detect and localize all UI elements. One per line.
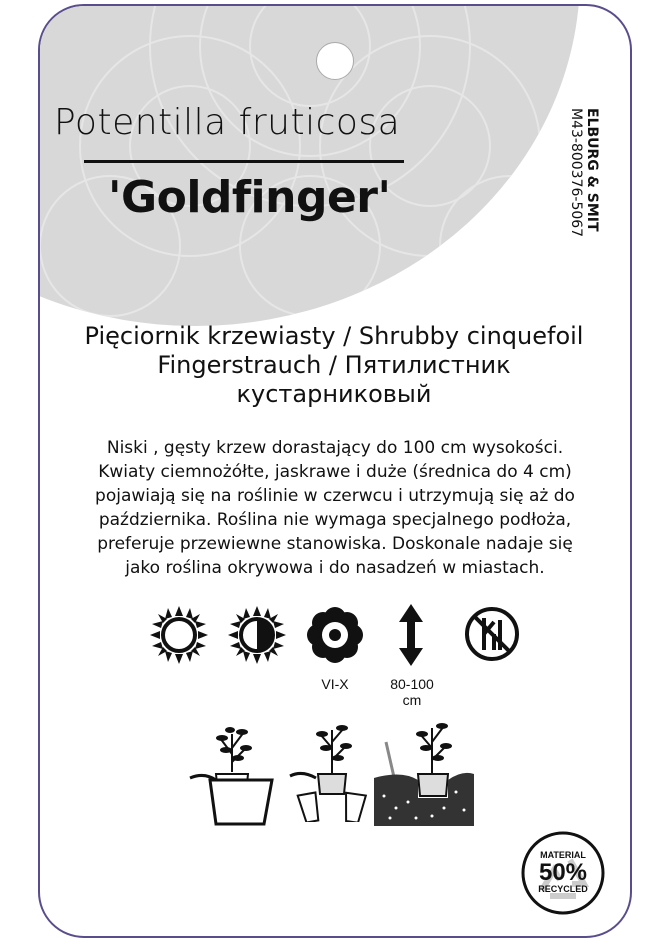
recycled-material-badge xyxy=(520,830,606,916)
common-names xyxy=(60,322,608,409)
brand-name: ELBURG & SMIT xyxy=(584,108,600,232)
header-decorative-arc xyxy=(38,4,580,326)
latin-name: Potentilla fruticosa xyxy=(54,102,401,143)
plant-description xyxy=(68,436,602,580)
ornament-pattern xyxy=(38,4,580,326)
badge-line1: MATERIAL xyxy=(540,850,586,860)
partial-shade-icon xyxy=(228,606,286,664)
common-name-line: кустарниковый xyxy=(236,380,432,408)
title-divider xyxy=(84,160,404,163)
full-sun-icon xyxy=(150,606,208,664)
planting-step-2-icon xyxy=(288,718,370,822)
brand-block xyxy=(556,108,606,258)
badge-line3: RECYCLED xyxy=(538,884,588,894)
height-caption-value: 80-100 xyxy=(390,676,434,692)
description-line: Kwiaty ciemnożółte, jaskrawe i duże (średnica do 4 cm) xyxy=(98,462,572,482)
badge-line2: 50% xyxy=(538,859,588,886)
description-line: października. Roślina nie wymaga specjalnego podłoża, xyxy=(98,510,572,530)
description-line: jako roślina okrywowa i do nasadzeń w miastach. xyxy=(125,558,545,578)
height-caption-unit: cm xyxy=(402,692,422,708)
description-line: preferuje przewiewne stanowiska. Doskonale nadaje się xyxy=(97,534,573,554)
planting-step-3-icon xyxy=(372,718,476,826)
common-name-line: Pięciornik krzewiasty / Shrubby cinquefoil xyxy=(84,322,584,350)
common-name-line: Fingerstrauch / Пятилистник xyxy=(157,351,511,379)
cultivar-name: 'Goldfinger' xyxy=(108,172,391,223)
description-line: pojawiają się na roślinie w czerwcu i utrzymują się aż do xyxy=(95,486,575,506)
description-line: Niski , gęsty krzew dorastający do 100 cm wysokości. xyxy=(106,438,564,458)
flowering-period-caption: VI-X xyxy=(321,676,349,692)
no-pruning-icon xyxy=(464,606,520,662)
height-arrow-icon xyxy=(398,604,424,666)
planting-step-1-icon xyxy=(186,724,278,828)
hanging-hole xyxy=(316,42,354,80)
flowering-period-icon xyxy=(306,606,364,664)
product-code: M43-800376-5067 xyxy=(568,108,584,238)
